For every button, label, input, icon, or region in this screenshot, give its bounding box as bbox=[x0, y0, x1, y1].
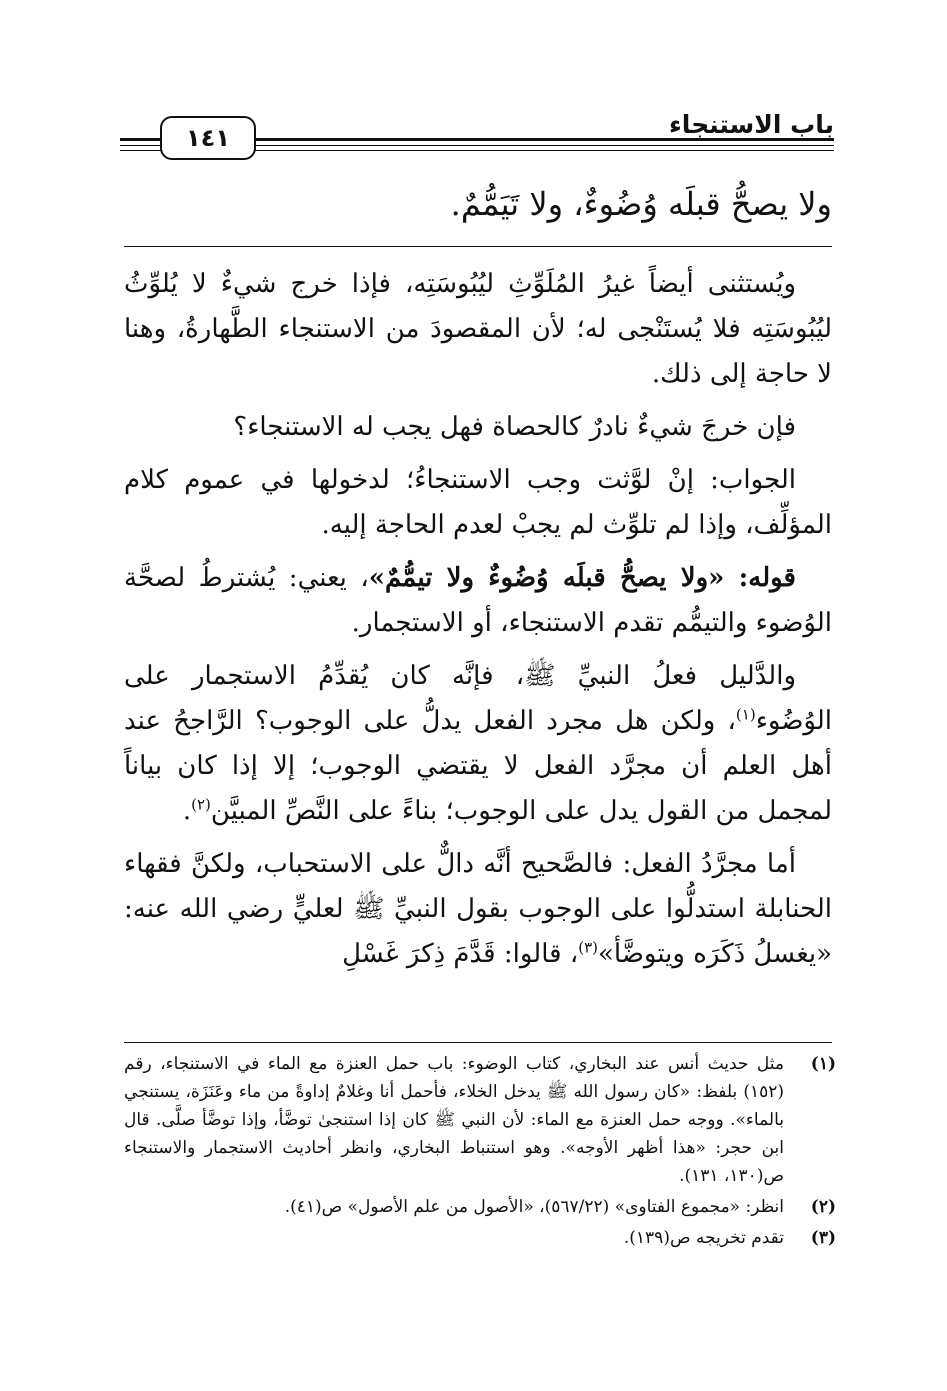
footnote-ref: (١) bbox=[735, 705, 756, 724]
matn-text: ولا يصحُّ قبلَه وُضُوءٌ، ولا تَيَمُّمٌ. bbox=[450, 185, 832, 223]
footnote-ref: (٣) bbox=[578, 938, 598, 957]
footnote-ref: (٢) bbox=[191, 795, 211, 814]
paragraph bbox=[124, 654, 832, 834]
paragraph-text: ، يعني: يُشترطُ لصحَّة الوُضوء والتيمُّم تقدم الاستنجاء، أو الاستجمار. bbox=[124, 563, 832, 638]
footnote-text: تقدم تخريجه ص(١٣٩). bbox=[623, 1228, 784, 1248]
footnote-number: (٣) bbox=[810, 1228, 836, 1248]
quoted-matn: قوله: «ولا يصحُّ قبلَه وُضُوءٌ ولا تيمُّمٌ» bbox=[368, 563, 796, 593]
paragraph-text: ، ولكن هل مجرد الفعل يدلُّ على الوجوب؟ الرَّاجحُ عند أهل العلم أن مجرَّد الفعل لا يقتضي الوجوب؛ إلا إذا كان بياناً لمجمل من القول يدل على الوجوب؛ بناءً على النَّصِّ المبيَّن bbox=[124, 706, 832, 826]
footnote-text: انظر: «مجموع الفتاوى» (٥٦٧/٢٢)، «الأصول من علم الأصول» ص(٤١). bbox=[284, 1197, 784, 1217]
footnote bbox=[124, 1193, 836, 1221]
paragraph: الجواب: إنْ لوَّثت وجب الاستنجاءُ؛ لدخولها في عموم كلام المؤلِّف، وإذا لم تلوِّث لم يجبْ لعدم الحاجة إليه. bbox=[124, 465, 832, 540]
paragraph-text: والدَّليل فعلُ النبيِّ ﷺ، فإنَّه كان يُقدِّمُ الاستجمار على الوُضُوء bbox=[124, 661, 832, 736]
footnote-number: (١) bbox=[810, 1054, 836, 1074]
footnote-divider bbox=[124, 1042, 832, 1043]
paragraph-text: . bbox=[182, 796, 192, 826]
commentary-body bbox=[124, 262, 832, 985]
paragraph: فإن خرجَ شيءٌ نادرٌ كالحصاة فهل يجب له الاستنجاء؟ bbox=[233, 412, 796, 442]
paragraph bbox=[124, 556, 832, 646]
paragraph: ويُستثنى أيضاً غيرُ المُلَوِّثِ ليُبُوسَتِه، فإذا خرج شيءٌ لا يُلوِّثُ ليُبُوسَتِه فلا يُستَنْجى له؛ لأن المقصودَ من الاستنجاء الطَّهارةُ، وهنا لا حاجة إلى ذلك. bbox=[124, 269, 832, 389]
footnote bbox=[124, 1050, 836, 1190]
paragraph-text: ، قالوا: قَدَّمَ ذِكرَ غَسْلِ bbox=[342, 939, 579, 969]
paragraph bbox=[124, 842, 832, 977]
matn-divider bbox=[124, 246, 832, 247]
footnote-number: (٢) bbox=[810, 1197, 836, 1217]
footnotes bbox=[124, 1050, 836, 1255]
paragraph-text: أما مجرَّدُ الفعل: فالصَّحيح أنَّه دالٌّ على الاستحباب، ولكنَّ فقهاء الحنابلة استدلُّوا على الوجوب بقول النبيِّ ﷺ لعليٍّ رضي الله عنه: «يغسلُ ذَكَرَه ويتوضَّأ» bbox=[124, 849, 832, 969]
page-header bbox=[120, 108, 834, 164]
footnote-text: مثل حديث أنس عند البخاري، كتاب الوضوء: باب حمل العنزة مع الماء في الاستنجاء، رقم (١٥٢) بلفظ: «كان رسول الله ﷺ يدخل الخلاء، فأحمل أنا وغلامٌ إداوةً من ماء وعَنَزَة، يستنجي بالماء». ووجه حمل العنزة مع الماء: لأن النبي ﷺ كان إذا استنجىٰ توضَّأ، وإذا توضَّأ صلَّى. قال ابن حجر: «هذا أظهر الأوجه». وهو استنباط البخاري، وانظر أحاديث الاستجمار والاستنجاء ص(١٣٠، ١٣١). bbox=[124, 1054, 784, 1186]
footnote bbox=[124, 1224, 836, 1252]
section-title: باب الاستنجاء bbox=[659, 112, 834, 138]
page-number: ١٤١ bbox=[160, 116, 256, 160]
